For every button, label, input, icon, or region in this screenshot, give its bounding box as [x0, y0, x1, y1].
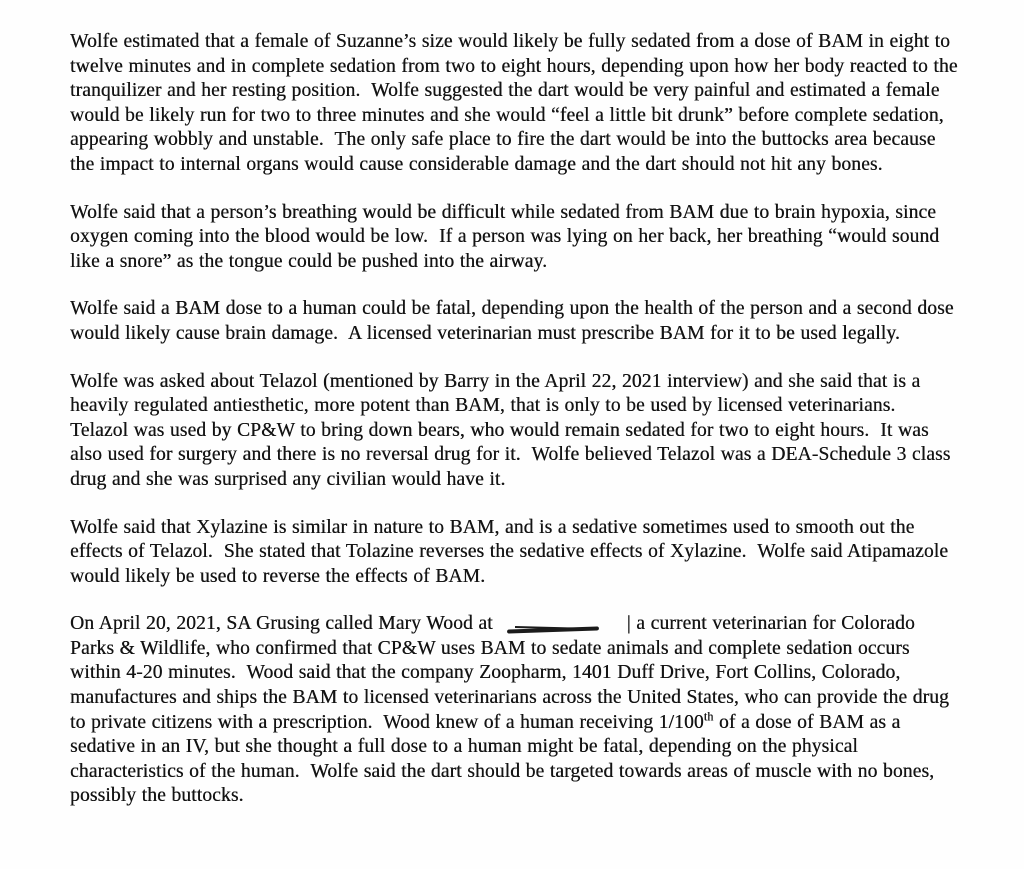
ordinal-superscript: th [703, 709, 714, 724]
redaction-mark [507, 620, 599, 634]
paragraph: Wolfe estimated that a female of Suzanne’s size would likely be fully sedated from a dose of BAM in eight to twelve minutes and in complete sedation from two to eight hours, depending upon how her body reacted to the tranquilizer and her resting position. Wolfe suggested the dart would be very painful and estimated a female would be likely run for two to three minutes and she would “feel a little bit drunk” before complete sedation, appearing wobbly and unstable. The only safe place to fire the dart would be into the buttocks area because the impact to internal organs would cause considerable damage and the dart should not hit any bones. [70, 31, 964, 175]
paragraph: Wolfe said that Xylazine is similar in nature to BAM, and is a sedative sometimes used to smooth out the effects of Telazol. She stated that Tolazine reverses the sedative effects of Xylazine. Wolfe said Atipamazole would likely be used to reverse the effects of BAM. [70, 516, 954, 587]
paragraph: Wolfe was asked about Telazol (mentioned by Barry in the April 22, 2021 interview) and she said that is a heavily regulated antiesthetic, more potent than BAM, that is only to be used by licensed veterinarians. Telazol was used by CP&W to bring down bears, who would remain sedated for two to eight hours. It was also used for surgery and there is no reversal drug for it. Wolfe believed Telazol was a DEA-Schedule 3 class drug and she was surprised any civilian would have it. [70, 370, 956, 490]
text-before-redaction: On April 20, 2021, SA Grusing called Mary Wood at [70, 613, 493, 635]
text-after-redaction: | a current veterinarian for Colorado Parks & Wildlife, who confirmed that CP&W uses BAM to sedate animals and complete sedation occurs within 4-20 minutes. Wood said that the company Zoopharm, 1401 Duff Drive, Fort Collins, Colorado, manufactures and ships the BAM to licensed veterinarians across the United States, who can provide the drug to private citizens with a prescription. Wood knew of a human receiving 1/100 [70, 613, 955, 733]
paragraph-with-redaction [70, 612, 960, 809]
paragraph: Wolfe said a BAM dose to a human could be fatal, depending upon the health of the person and a second dose would likely cause brain damage. A licensed veterinarian must prescribe BAM for it to be used legally. [70, 298, 960, 344]
text-after-ordinal: of a dose of BAM as a sedative in an IV, but she thought a full dose to a human might be fatal, depending on the physical characteristics of the human. Wolfe said the dart should be targeted towards areas of muscle with no bones, possibly the buttocks. [70, 711, 940, 807]
paragraph: Wolfe said that a person’s breathing would be difficult while sedated from BAM due to brain hypoxia, since oxygen coming into the blood would be low. If a person was lying on her back, her breathing “would sound like a snore” as the tongue could be pushed into the airway. [70, 201, 945, 272]
